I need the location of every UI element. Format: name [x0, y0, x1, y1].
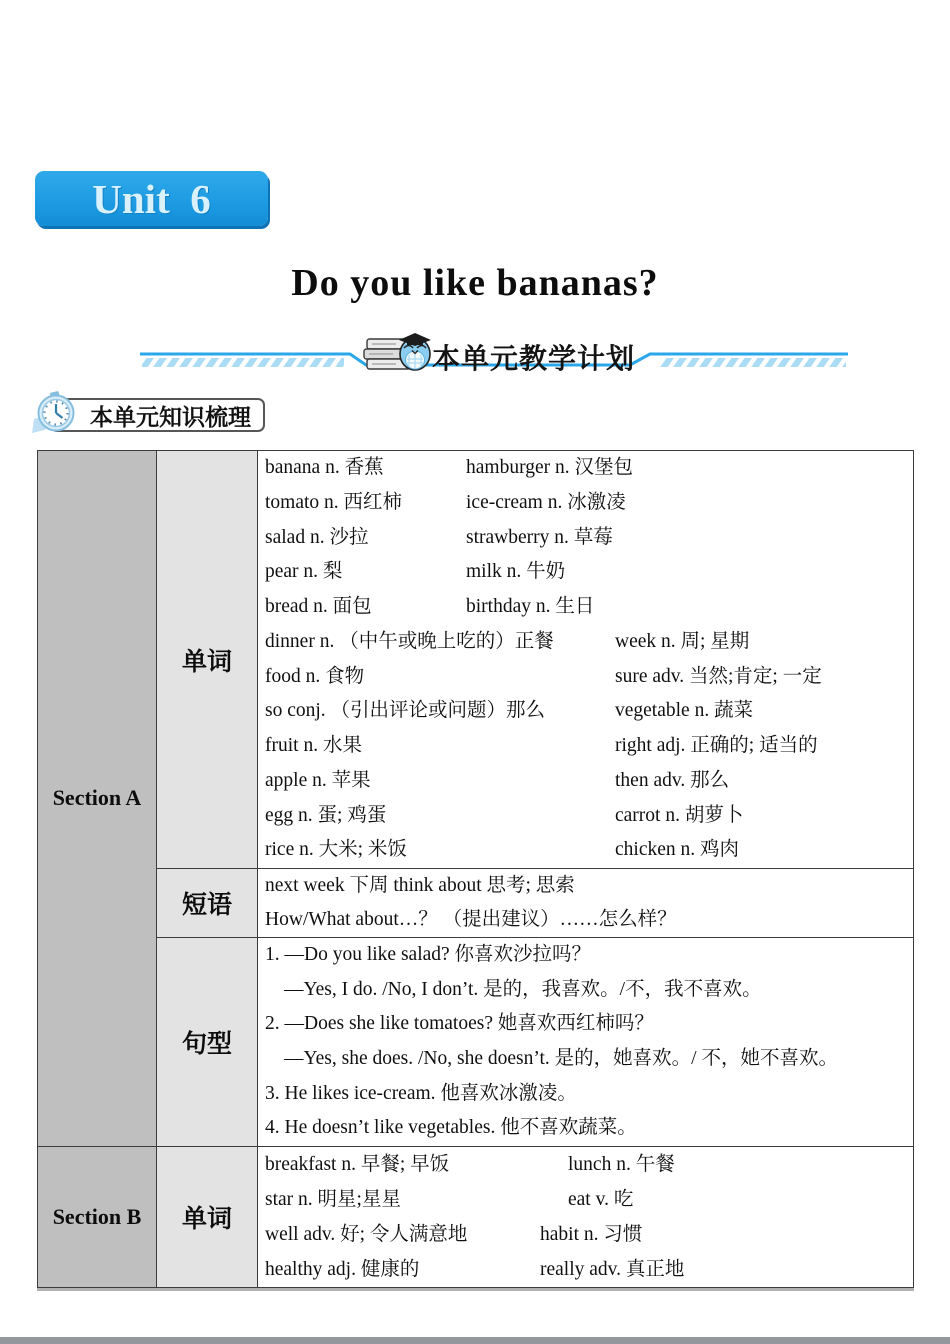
table-row [38, 1146, 914, 1287]
words-b-content-cell [258, 1146, 914, 1287]
word-left: apple n. 苹果 [265, 769, 371, 791]
unit-badge [35, 171, 268, 226]
word-right: vegetable n. 蔬菜 [615, 700, 754, 722]
word-entry [258, 660, 913, 695]
word-entry [258, 521, 913, 556]
word-right: milk n. 牛奶 [466, 561, 566, 583]
word-right: habit n. 习惯 [540, 1223, 643, 1245]
word-entry [258, 555, 913, 590]
word-right: then adv. 那么 [615, 769, 730, 791]
word-left: fruit n. 水果 [265, 735, 362, 756]
word-right: chicken n. 鸡肉 [615, 839, 740, 861]
table-row [38, 938, 914, 1147]
pattern-line: 1. —Do you like salad? 你喜欢沙拉吗？ [265, 944, 592, 965]
words-a-label-cell: 单词 [157, 451, 258, 869]
hatch-band-left [142, 358, 344, 367]
word-entry [258, 1182, 913, 1217]
phrase-line: How/What about…？ （提出建议）……怎么样？ [265, 909, 677, 930]
word-entry [258, 694, 913, 729]
word-right: sure adv. 当然;肯定; 一定 [615, 665, 822, 687]
hatch-band-right [660, 358, 846, 367]
word-left: dinner n. （中午或晚上吃的）正餐 [265, 630, 554, 652]
word-entry [258, 1147, 913, 1182]
section-b-cell: Section B [38, 1146, 157, 1287]
word-left: tomato n. 西红柿 [265, 491, 403, 513]
word-left: well adv. 好; 令人满意地 [265, 1223, 468, 1245]
word-entry [258, 833, 913, 868]
word-right: lunch n. 午餐 [568, 1153, 675, 1175]
clock-icon [30, 391, 80, 439]
word-entry [258, 451, 913, 486]
word-entry [258, 625, 913, 660]
word-right: week n. 周; 星期 [615, 630, 750, 652]
word-left: salad n. 沙拉 [265, 526, 369, 548]
word-entry [258, 1217, 913, 1252]
word-entry [258, 590, 913, 625]
section-a-cell: Section A [38, 451, 157, 1147]
pattern-line: —Yes, I do. /No, I don’t. 是的，我喜欢。/不，我不喜欢。 [284, 978, 762, 1000]
teaching-plan-banner-label: 本单元教学计划 [432, 343, 636, 374]
word-left: bread n. 面包 [265, 596, 372, 617]
patterns-label-cell: 句型 [157, 938, 258, 1147]
patterns-content-cell [258, 938, 914, 1147]
word-left: breakfast n. 早餐; 早饭 [265, 1153, 450, 1175]
word-right: carrot n. 胡萝卜 [615, 804, 744, 826]
table-row [38, 451, 914, 869]
word-entry [258, 486, 913, 521]
word-left: food n. 食物 [265, 665, 365, 687]
word-right: right adj. 正确的; 适当的 [615, 735, 818, 756]
page-break-bar [0, 1337, 950, 1344]
word-right: ice-cream n. 冰激凌 [466, 491, 626, 513]
words-b-label-cell: 单词 [157, 1146, 258, 1287]
pattern-line: —Yes, she does. /No, she doesn’t. 是的，她喜欢。/ 不，她不喜欢。 [284, 1047, 838, 1069]
word-left: so conj. （引出评论或问题）那么 [265, 700, 546, 722]
phrase-line: next week 下周 think about 思考; 思索 [265, 875, 575, 896]
word-right: eat v. 吃 [568, 1188, 634, 1210]
word-entry [258, 729, 913, 764]
word-right: birthday n. 生日 [466, 596, 595, 617]
page-title: Do you like bananas? [291, 262, 659, 304]
word-left: egg n. 蛋; 鸡蛋 [265, 804, 387, 826]
phrases-label-cell: 短语 [157, 869, 258, 938]
word-left: rice n. 大米; 米饭 [265, 839, 407, 861]
pattern-line: 3. He likes ice-cream. 他喜欢冰激凌。 [265, 1082, 577, 1104]
words-a-content-cell [258, 451, 914, 869]
word-entry [258, 764, 913, 799]
table-row [38, 869, 914, 938]
pattern-line: 2. —Does she like tomatoes? 她喜欢西红柿吗？ [265, 1013, 654, 1035]
word-right: hamburger n. 汉堡包 [466, 457, 633, 478]
word-left: star n. 明星;星星 [265, 1188, 401, 1210]
word-right: really adv. 真正地 [540, 1258, 685, 1280]
phrases-content-cell [258, 869, 914, 938]
word-left: healthy adj. 健康的 [265, 1258, 420, 1280]
word-right: strawberry n. 草莓 [466, 526, 613, 548]
word-left: pear n. 梨 [265, 561, 343, 583]
owl-graduate-icon [399, 333, 431, 370]
word-entry [258, 1252, 913, 1287]
knowledge-review-label-box [50, 398, 265, 432]
word-entry [258, 799, 913, 834]
knowledge-table [37, 450, 914, 1288]
knowledge-review-label: 本单元知识梳理 [90, 403, 251, 430]
word-left: banana n. 香蕉 [265, 457, 384, 478]
pattern-line: 4. He doesn’t like vegetables. 他不喜欢蔬菜。 [265, 1117, 637, 1139]
unit-badge-label: Unit 6 [92, 175, 211, 222]
